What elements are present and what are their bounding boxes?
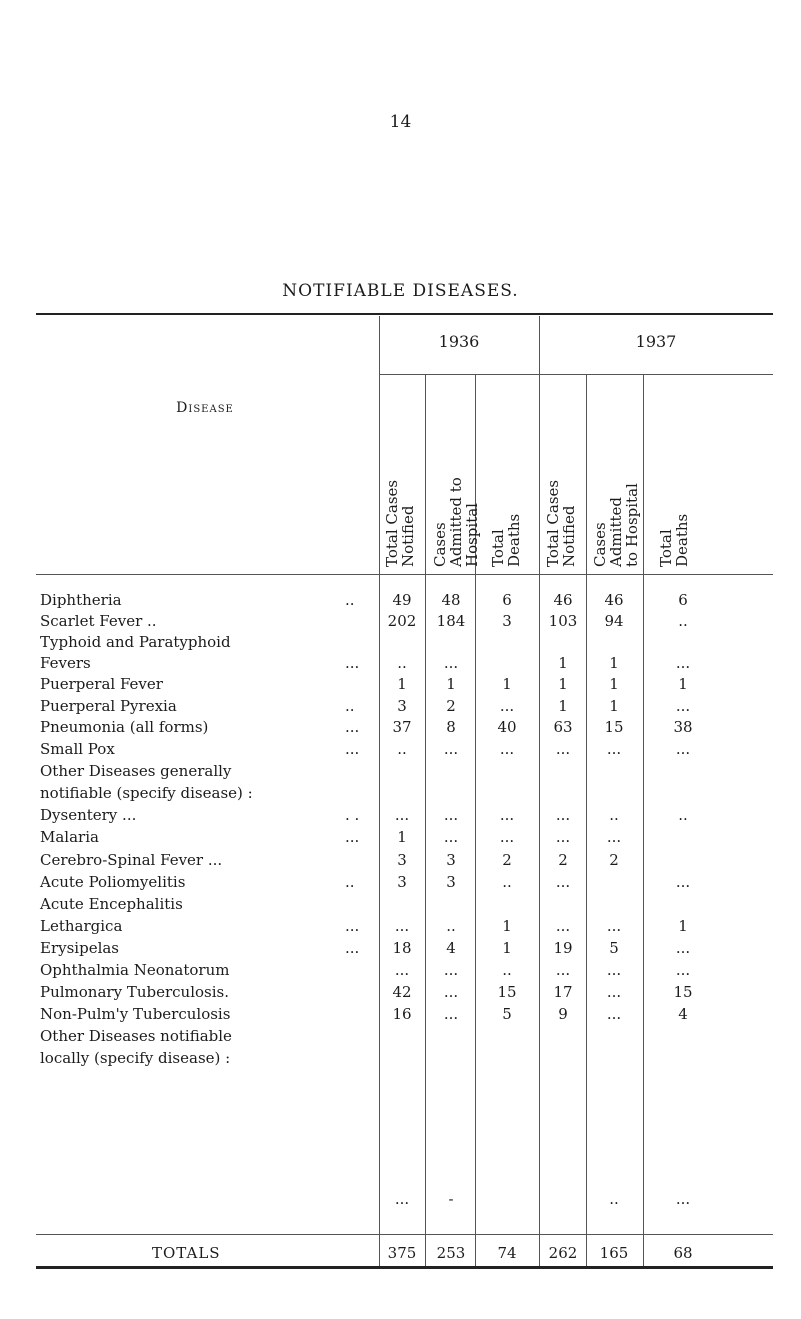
table-cell: 1 (397, 828, 407, 846)
table-cell: .. (609, 1190, 619, 1208)
colhead-1936-deaths: Total Deaths (489, 513, 523, 567)
year-1936: 1936 (438, 332, 480, 351)
table-cell: ... (443, 961, 459, 979)
table-row (0, 784, 801, 806)
table-cell: 1 (502, 939, 512, 957)
table-cell: ... (394, 806, 410, 824)
totals-cell: 74 (497, 1244, 517, 1262)
disease-label: locally (specify disease) : (40, 1049, 231, 1067)
table-cell: ... (555, 806, 571, 824)
table-cell: 15 (604, 718, 624, 736)
table-row (0, 1005, 801, 1027)
leader-dots: . . (345, 806, 360, 824)
disease-label: Acute Poliomyelitis (40, 873, 186, 891)
table-cell: ... (606, 1005, 622, 1023)
table-row (0, 633, 801, 655)
table-row (0, 828, 801, 850)
table-cell: 1 (446, 675, 456, 693)
table-cell: .. (446, 917, 456, 935)
table-cell: ... (675, 654, 691, 672)
table-cell: 46 (553, 591, 573, 609)
table-cell: ... (606, 961, 622, 979)
leader-dots: ... (345, 740, 360, 758)
colhead-1936-admitted: Cases Admitted to Hospital (431, 477, 481, 567)
table-cell: ... (675, 939, 691, 957)
table-cell: ... (499, 740, 515, 758)
disease-label: Other Diseases notifiable (40, 1027, 232, 1045)
disease-label: Dysentery ... (40, 806, 137, 824)
disease-label: Scarlet Fever .. (40, 612, 157, 630)
totals-cell: 262 (548, 1244, 578, 1262)
table-cell: ... (555, 917, 571, 935)
colhead-1937-total-cases: Total Cases Notified (544, 479, 578, 567)
table-cell: 18 (392, 939, 412, 957)
leader-dots: .. (345, 873, 355, 891)
table-cell: ... (555, 740, 571, 758)
colhead-1937-deaths: Total Deaths (657, 513, 691, 567)
disease-label: Puerperal Fever (40, 675, 163, 693)
table-cell: 16 (392, 1005, 412, 1023)
disease-label: Other Diseases generally (40, 762, 232, 780)
table-cell: 42 (392, 983, 412, 1001)
table-row (0, 851, 801, 873)
table-cell: 9 (558, 1005, 568, 1023)
table-cell: 40 (497, 718, 517, 736)
table-cell: 1 (609, 697, 619, 715)
disease-label: Malaria (40, 828, 99, 846)
table-cell: 15 (497, 983, 517, 1001)
table-cell: 46 (604, 591, 624, 609)
table-cell: ... (394, 917, 410, 935)
table-row (0, 718, 801, 740)
table-top-rule (36, 313, 773, 315)
table-cell: 4 (678, 1005, 688, 1023)
table-cell: 2 (558, 851, 568, 869)
leader-dots: .. (345, 591, 355, 609)
table-cell: 5 (502, 1005, 512, 1023)
table-row (0, 612, 801, 634)
table-cell: ... (499, 806, 515, 824)
disease-column-header: Disease (176, 400, 234, 416)
table-row (0, 1190, 801, 1212)
table-cell: 37 (392, 718, 412, 736)
table-cell: .. (397, 654, 407, 672)
disease-label: notifiable (specify disease) : (40, 784, 253, 802)
table-cell: ... (394, 1190, 410, 1208)
disease-label: Acute Encephalitis (40, 895, 183, 913)
table-cell: 184 (436, 612, 466, 630)
table-cell: ... (443, 806, 459, 824)
table-cell: ... (443, 654, 459, 672)
disease-label: Pneumonia (all forms) (40, 718, 209, 736)
header-bottom-rule (36, 574, 773, 575)
table-cell: 2 (609, 851, 619, 869)
table-row (0, 762, 801, 784)
leader-dots: ... (345, 654, 360, 672)
table-row (0, 591, 801, 613)
totals-cell: 375 (387, 1244, 417, 1262)
table-row (0, 675, 801, 697)
table-cell: 94 (604, 612, 624, 630)
table-cell: ... (555, 873, 571, 891)
table-cell: 15 (673, 983, 693, 1001)
table-cell: ... (675, 1190, 691, 1208)
table-cell: .. (502, 873, 512, 891)
table-cell: ... (606, 828, 622, 846)
page-number: 14 (389, 112, 412, 132)
totals-cell: 165 (599, 1244, 629, 1262)
table-cell: ... (606, 983, 622, 1001)
table-cell: 3 (502, 612, 512, 630)
table-cell: ... (555, 961, 571, 979)
table-cell: 48 (441, 591, 461, 609)
table-cell: 2 (446, 697, 456, 715)
table-cell: ... (443, 828, 459, 846)
table-cell: 5 (609, 939, 619, 957)
table-cell: 6 (678, 591, 688, 609)
table-row (0, 806, 801, 828)
table-cell: .. (609, 806, 619, 824)
year-header-rule (379, 374, 773, 375)
totals-cell: 68 (673, 1244, 693, 1262)
table-cell: ... (675, 961, 691, 979)
table-row (0, 697, 801, 719)
table-row (0, 983, 801, 1005)
table-cell: 8 (446, 718, 456, 736)
table-cell: 3 (397, 851, 407, 869)
table-cell: 202 (387, 612, 417, 630)
table-row (0, 961, 801, 983)
year-1937: 1937 (635, 332, 677, 351)
disease-label: Typhoid and Paratyphoid (40, 633, 231, 651)
table-row (0, 939, 801, 961)
table-cell: .. (678, 806, 688, 824)
totals-rule (36, 1234, 773, 1235)
disease-label: Diphtheria (40, 591, 122, 609)
table-cell: ... (499, 697, 515, 715)
table-cell: ... (394, 961, 410, 979)
table-cell: 1 (678, 917, 688, 935)
table-cell: 1 (558, 675, 568, 693)
table-row (0, 1027, 801, 1049)
colhead-1936-total-cases: Total Cases Notified (383, 479, 417, 567)
disease-label: Lethargica (40, 917, 123, 935)
table-bottom-rule (36, 1266, 773, 1269)
leader-dots: ... (345, 828, 360, 846)
table-cell: 2 (502, 851, 512, 869)
table-cell: 63 (553, 718, 573, 736)
table-cell: 1 (558, 697, 568, 715)
table-row (0, 1049, 801, 1071)
disease-label: Non-Pulm'y Tuberculosis (40, 1005, 231, 1023)
disease-label: Fevers (40, 654, 91, 672)
table-cell: 1 (502, 917, 512, 935)
table-cell: 103 (548, 612, 578, 630)
table-cell: 17 (553, 983, 573, 1001)
table-cell: ... (443, 983, 459, 1001)
table-cell: 4 (446, 939, 456, 957)
disease-label: Cerebro-Spinal Fever ... (40, 851, 223, 869)
table-row (0, 917, 801, 939)
leader-dots: ... (345, 917, 360, 935)
table-cell: ... (675, 697, 691, 715)
table-cell: 1 (609, 654, 619, 672)
table-cell: 3 (446, 851, 456, 869)
table-cell: ... (555, 828, 571, 846)
table-cell: ... (606, 917, 622, 935)
table-cell: 1 (502, 675, 512, 693)
leader-dots: .. (345, 697, 355, 715)
table-cell: 3 (397, 697, 407, 715)
table-cell: - (448, 1190, 454, 1208)
table-row (0, 895, 801, 917)
table-cell: .. (678, 612, 688, 630)
disease-label: Ophthalmia Neonatorum (40, 961, 230, 979)
colhead-1937-admitted: Cases Admitted to Hospital (591, 483, 641, 567)
table-cell: 3 (446, 873, 456, 891)
table-cell: ... (443, 740, 459, 758)
disease-label: Pulmonary Tuberculosis. (40, 983, 229, 1001)
table-cell: 38 (673, 718, 693, 736)
totals-label: TOTALS (152, 1244, 221, 1262)
leader-dots: ... (345, 939, 360, 957)
table-cell: ... (499, 828, 515, 846)
table-cell: .. (397, 740, 407, 758)
table-cell: 19 (553, 939, 573, 957)
table-row (0, 740, 801, 762)
table-cell: 6 (502, 591, 512, 609)
table-cell: ... (675, 873, 691, 891)
totals-cell: 253 (436, 1244, 466, 1262)
table-cell: ... (675, 740, 691, 758)
table-cell: 1 (558, 654, 568, 672)
page-title: NOTIFIABLE DISEASES. (282, 281, 519, 301)
table-cell: 49 (392, 591, 412, 609)
table-cell: .. (502, 961, 512, 979)
disease-label: Small Pox (40, 740, 115, 758)
disease-label: Puerperal Pyrexia (40, 697, 177, 715)
leader-dots: ... (345, 718, 360, 736)
table-row (0, 654, 801, 676)
table-cell: 1 (609, 675, 619, 693)
table-cell: 1 (397, 675, 407, 693)
table-cell: ... (606, 740, 622, 758)
table-row (0, 873, 801, 895)
table-cell: ... (443, 1005, 459, 1023)
disease-label: Erysipelas (40, 939, 120, 957)
table-cell: 3 (397, 873, 407, 891)
table-cell: 1 (678, 675, 688, 693)
